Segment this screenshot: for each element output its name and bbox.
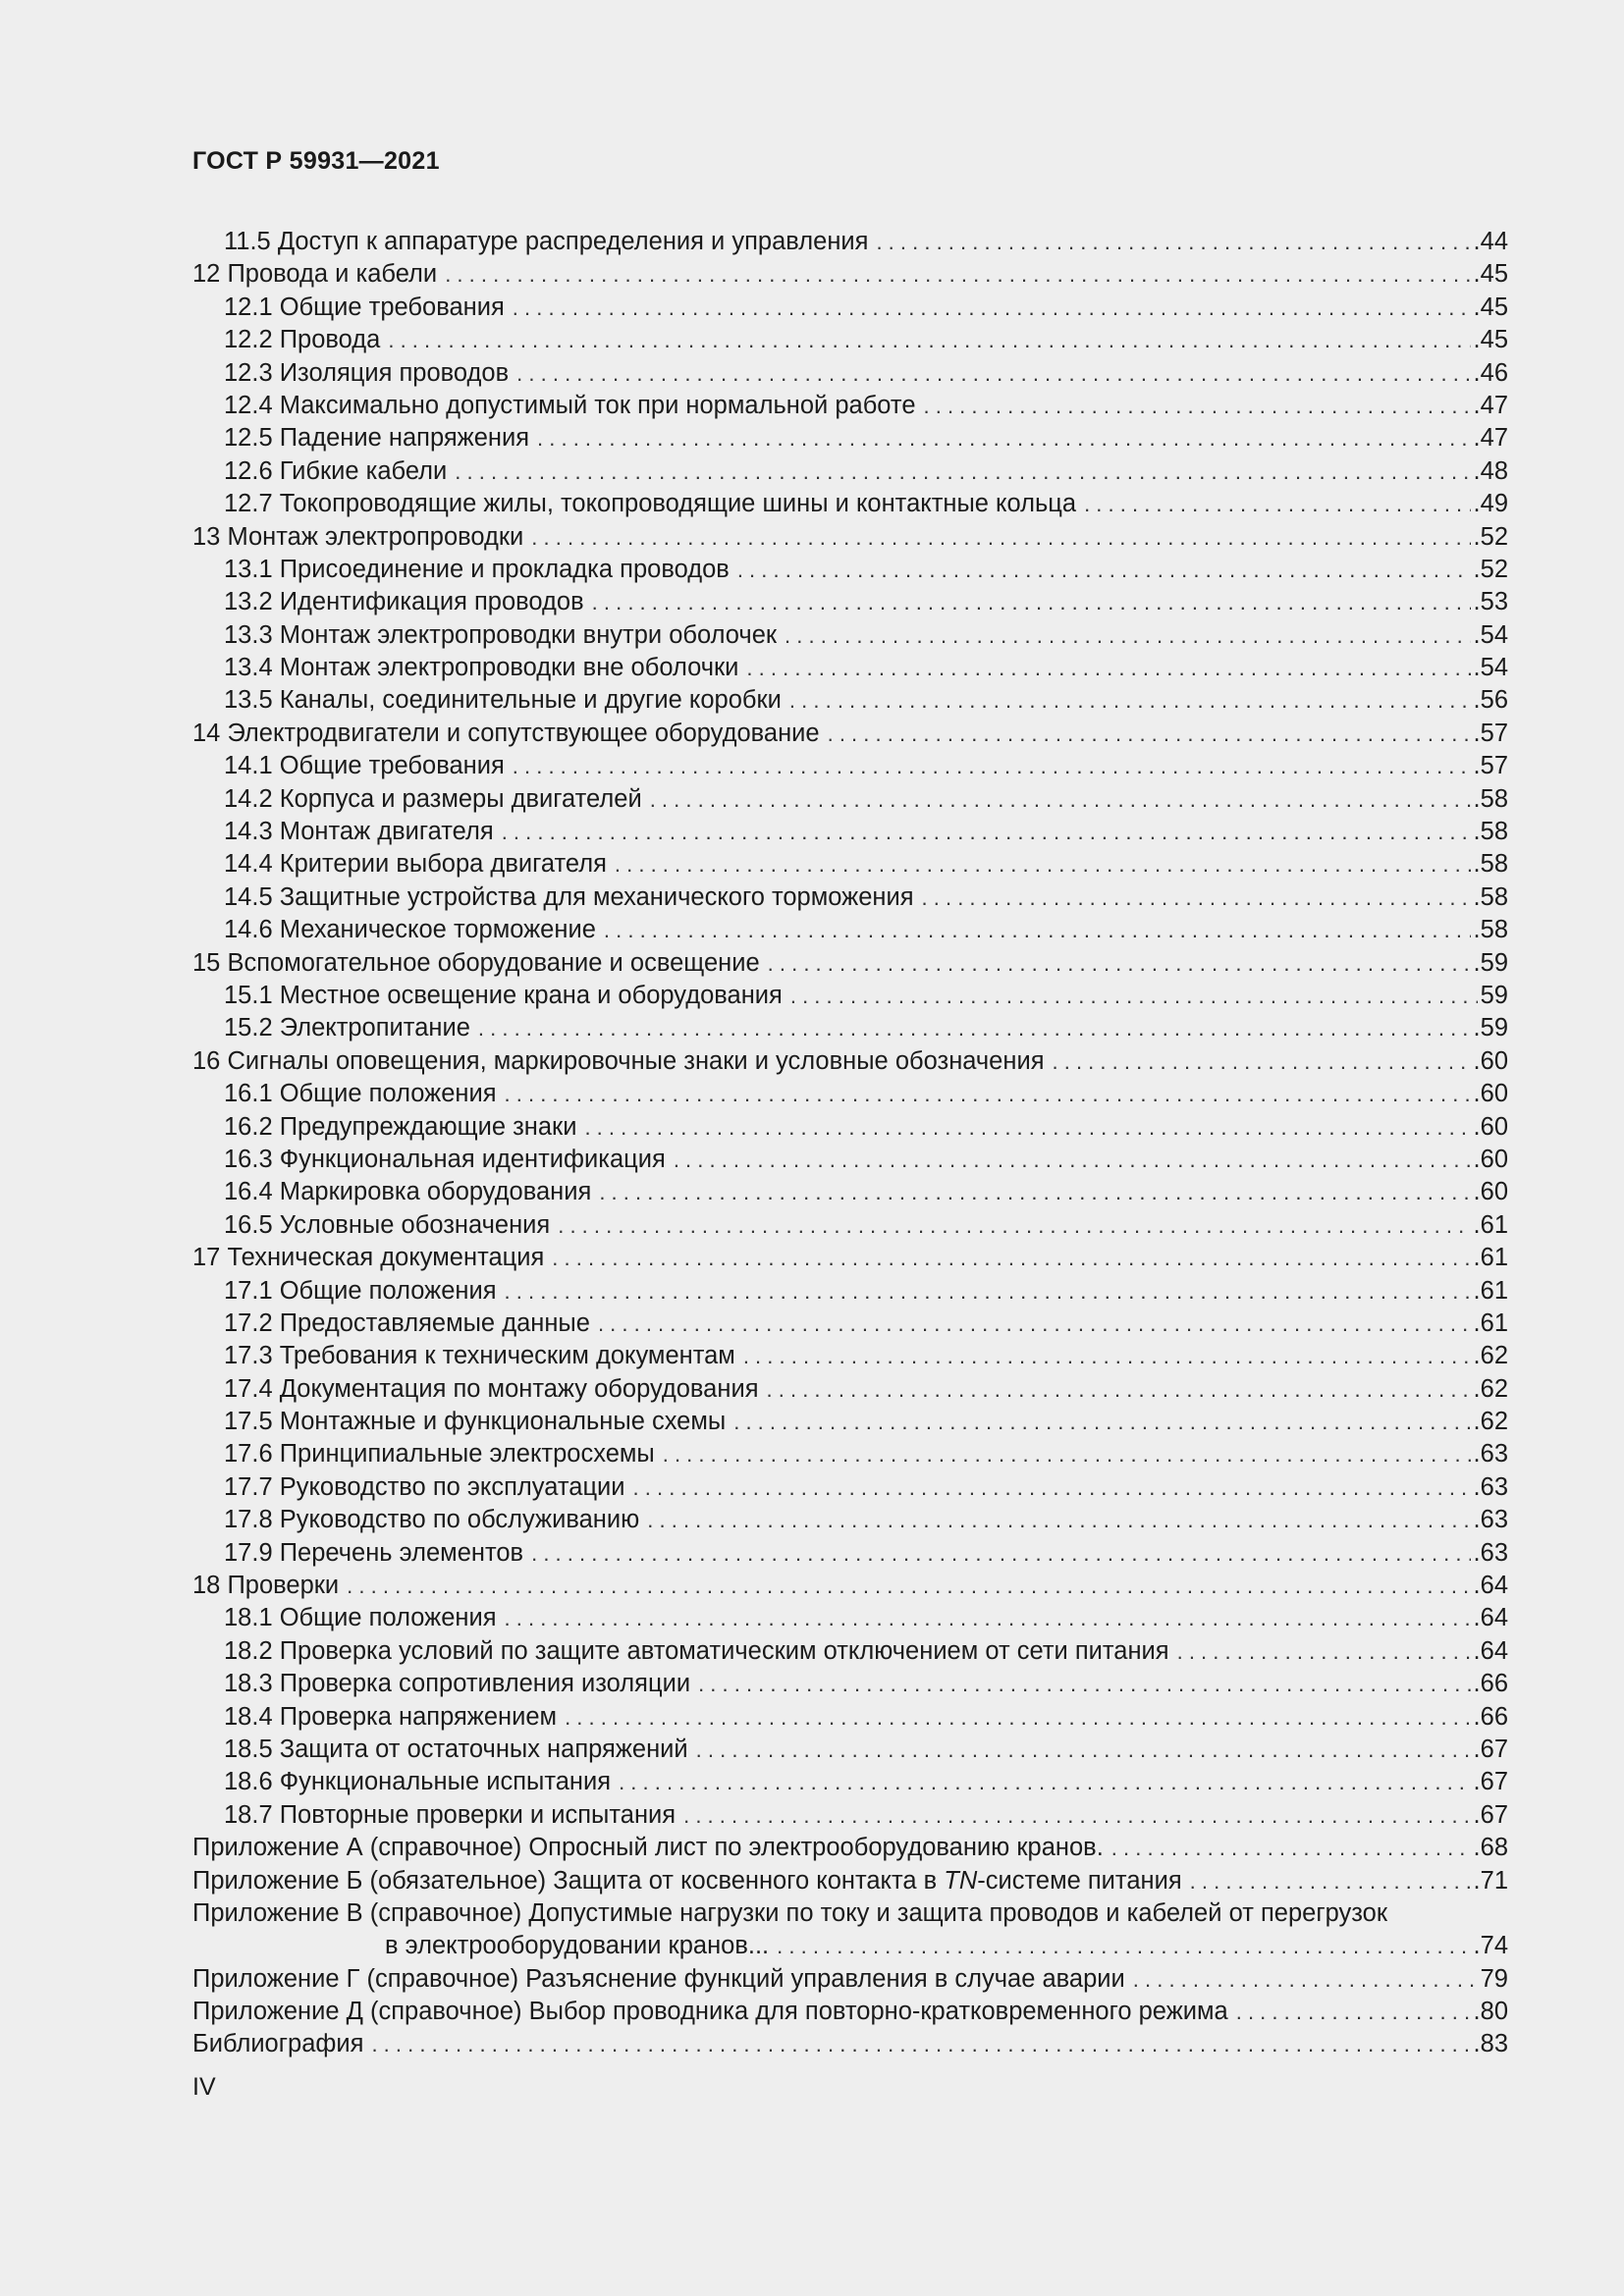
toc-entry[interactable] <box>192 1537 1508 1570</box>
toc-entry-title: 12.2 Провода <box>224 326 381 354</box>
toc-entry[interactable] <box>192 1897 1508 1930</box>
toc-entry[interactable] <box>192 1078 1508 1110</box>
toc-entry-page: .74 <box>1473 1932 1508 1960</box>
toc-entry-title: 18.3 Проверка сопротивления изоляции <box>224 1670 691 1698</box>
toc-entry[interactable] <box>192 1340 1508 1372</box>
toc-entry-title: 18.5 Защита от остаточных напряжений <box>224 1735 688 1763</box>
toc-leader-dots <box>633 1471 1471 1504</box>
toc-leader-dots <box>777 1930 1470 1962</box>
toc-leader-dots <box>1190 1865 1471 1897</box>
toc-entry-page: .63 <box>1473 1538 1508 1567</box>
toc-leader-dots <box>516 357 1470 390</box>
toc-entry[interactable] <box>192 488 1508 520</box>
toc-leader-dots <box>698 1668 1470 1700</box>
toc-entry-title: 14 Электродвигатели и сопутствующее оборудование <box>192 719 820 747</box>
toc-leader-dots <box>1111 1832 1471 1864</box>
toc-entry[interactable] <box>192 1996 1508 2028</box>
toc-leader-dots <box>663 1438 1471 1470</box>
toc-entry-title: Приложение А (справочное) Опросный лист по электрооборудованию кранов. <box>192 1834 1104 1862</box>
toc-entry-page: .60 <box>1473 1145 1508 1173</box>
toc-leader-dots <box>371 2028 1470 2060</box>
toc-entry-page: 59 <box>1480 981 1508 1009</box>
toc-entry-title: 12.7 Токопроводящие жилы, токопроводящие шины и контактные кольца <box>224 490 1077 518</box>
toc-entry-title: Приложение Д (справочное) Выбор проводника для повторно-кратковременного режима <box>192 1998 1228 2026</box>
toc-entry-page: .67 <box>1473 1800 1508 1829</box>
toc-entry-page: .62 <box>1473 1342 1508 1370</box>
toc-leader-dots <box>388 324 1470 356</box>
toc-entry-page: .52 <box>1473 522 1508 551</box>
toc-entry[interactable] <box>192 1570 1508 1602</box>
toc-entry-title: 15 Вспомогательное оборудование и освещение <box>192 948 760 977</box>
toc-entry-page: .54 <box>1473 620 1508 649</box>
toc-entry[interactable] <box>192 1242 1508 1274</box>
toc-entry-page: .58 <box>1473 784 1508 813</box>
toc-entry[interactable] <box>192 1701 1508 1734</box>
toc-entry[interactable] <box>192 390 1508 422</box>
toc-entry-page: .64 <box>1473 1572 1508 1600</box>
toc-leader-dots <box>513 292 1471 324</box>
toc-entry-title: 17.5 Монтажные и функциональные схемы <box>224 1408 727 1436</box>
toc-entry-page: .61 <box>1473 1276 1508 1305</box>
toc-entry-page: .59 <box>1473 1014 1508 1042</box>
toc-entry-title: 15.2 Электропитание <box>224 1014 470 1042</box>
toc-leader-dots <box>505 1078 1471 1110</box>
page-number: IV <box>192 2073 216 2101</box>
toc-leader-dots <box>674 1144 1471 1176</box>
toc-entry[interactable] <box>192 1963 1508 1996</box>
toc-entry-page: .58 <box>1473 916 1508 944</box>
toc-entry[interactable] <box>192 455 1508 488</box>
toc-entry-title: в электрооборудовании кранов... <box>385 1932 770 1960</box>
toc-leader-dots <box>592 586 1471 618</box>
toc-entry-title: 17.9 Перечень элементов <box>224 1538 524 1567</box>
toc-leader-dots <box>1133 1963 1478 1996</box>
toc-entry-page: .66 <box>1473 1702 1508 1731</box>
toc-leader-dots <box>445 258 1470 291</box>
toc-entry[interactable] <box>192 1373 1508 1406</box>
toc-entry-title: 18.7 Повторные проверки и испытания <box>224 1800 677 1829</box>
toc-entry-title: Приложение Г (справочное) Разъяснение функций управления в случае аварии <box>192 1964 1125 1993</box>
toc-entry[interactable] <box>192 1471 1508 1504</box>
toc-entry-title: 12 Провода и кабели <box>192 260 438 289</box>
toc-leader-dots <box>743 1340 1471 1372</box>
toc-entry-page: .56 <box>1473 686 1508 715</box>
table-of-contents <box>192 226 1508 2061</box>
toc-leader-dots <box>584 1111 1470 1144</box>
toc-leader-dots <box>505 1602 1471 1634</box>
toc-entry[interactable] <box>192 718 1508 750</box>
toc-entry-page: .58 <box>1473 882 1508 911</box>
toc-entry[interactable] <box>192 292 1508 324</box>
toc-entry-title: 13.1 Присоединение и прокладка проводов <box>224 555 730 583</box>
toc-entry-page: .62 <box>1473 1408 1508 1436</box>
toc-entry-page: .46 <box>1473 358 1508 387</box>
toc-entry-title: 13.3 Монтаж электропроводки внутри оболочек <box>224 620 778 649</box>
toc-entry[interactable] <box>192 848 1508 881</box>
toc-leader-dots <box>455 455 1470 488</box>
toc-leader-dots <box>1053 1045 1471 1078</box>
toc-leader-dots <box>505 1275 1471 1308</box>
toc-entry-title: 16.1 Общие положения <box>224 1080 497 1108</box>
toc-entry[interactable] <box>192 226 1508 258</box>
document-header: ГОСТ Р 59931—2021 <box>192 147 440 175</box>
toc-leader-dots <box>615 848 1471 881</box>
toc-entry-page: .66 <box>1473 1670 1508 1698</box>
toc-entry-page: .49 <box>1473 490 1508 518</box>
toc-entry[interactable] <box>192 1832 1508 1864</box>
toc-leader-dots <box>768 947 1471 980</box>
toc-leader-dots <box>558 1209 1470 1242</box>
toc-entry-title: 16 Сигналы оповещения, маркировочные знаки и условные обозначения <box>192 1046 1045 1075</box>
toc-leader-dots <box>647 1504 1470 1536</box>
toc-entry[interactable] <box>192 1438 1508 1470</box>
toc-entry-page: .59 <box>1473 948 1508 977</box>
toc-entry[interactable] <box>192 1144 1508 1176</box>
toc-entry-title: 14.1 Общие требования <box>224 752 505 780</box>
toc-entry-page: .57 <box>1473 719 1508 747</box>
toc-entry[interactable] <box>192 1635 1508 1668</box>
toc-entry-title: 17 Техническая документация <box>192 1244 545 1272</box>
toc-entry[interactable] <box>192 324 1508 356</box>
toc-leader-dots <box>531 521 1470 554</box>
toc-entry[interactable] <box>192 1668 1508 1700</box>
toc-entry-page: .80 <box>1473 1998 1508 2026</box>
toc-entry-title: 16.4 Маркировка оборудования <box>224 1178 592 1206</box>
toc-leader-dots <box>650 783 1471 816</box>
toc-entry-title: 14.2 Корпуса и размеры двигателей <box>224 784 642 813</box>
toc-entry-page: .68 <box>1473 1834 1508 1862</box>
toc-leader-dots <box>599 1176 1470 1208</box>
toc-leader-dots <box>785 619 1471 652</box>
toc-entry[interactable] <box>192 1176 1508 1208</box>
toc-leader-dots <box>1177 1635 1471 1668</box>
toc-leader-dots <box>1236 1996 1471 2028</box>
toc-entry-title: 15.1 Местное освещение крана и оборудования <box>224 981 783 1009</box>
toc-entry[interactable] <box>192 1275 1508 1308</box>
toc-entry-title: Приложение В (справочное) Допустимые нагрузки по току и защита проводов и кабелей от перегрузок <box>192 1898 1388 1927</box>
toc-entry-page: .64 <box>1473 1604 1508 1632</box>
toc-entry-page: .62 <box>1473 1374 1508 1403</box>
toc-entry-title: 12.1 Общие требования <box>224 293 505 321</box>
toc-entry-title: 16.2 Предупреждающие знаки <box>224 1112 577 1141</box>
toc-entry-page: .47 <box>1473 424 1508 453</box>
toc-leader-dots <box>604 914 1471 946</box>
toc-entry[interactable] <box>192 357 1508 390</box>
toc-leader-dots <box>552 1242 1470 1274</box>
toc-leader-dots <box>922 881 1471 914</box>
toc-entry[interactable] <box>192 1012 1508 1044</box>
toc-entry-page: .57 <box>1473 752 1508 780</box>
toc-entry-title: 17.1 Общие положения <box>224 1276 497 1305</box>
toc-entry[interactable] <box>192 1766 1508 1798</box>
toc-entry-page: .47 <box>1473 391 1508 419</box>
toc-entry-title: 18 Проверки <box>192 1572 340 1600</box>
toc-leader-dots <box>531 1537 1470 1570</box>
toc-entry-page: .60 <box>1473 1080 1508 1108</box>
toc-entry-title: Библиография <box>192 2030 364 2058</box>
toc-entry[interactable] <box>192 1602 1508 1634</box>
toc-entry-title: 17.3 Требования к техническим документам <box>224 1342 735 1370</box>
toc-entry-page: .71 <box>1473 1866 1508 1895</box>
toc-entry-page: .63 <box>1473 1472 1508 1501</box>
toc-entry-title: 12.5 Падение напряжения <box>224 424 530 453</box>
toc-entry-title: 16.3 Функциональная идентификация <box>224 1145 666 1173</box>
toc-entry[interactable] <box>192 554 1508 586</box>
toc-entry[interactable] <box>192 1308 1508 1340</box>
toc-entry[interactable] <box>192 816 1508 848</box>
toc-leader-dots <box>478 1012 1471 1044</box>
toc-entry-title: 14.6 Механическое торможение <box>224 916 596 944</box>
toc-leader-dots <box>924 390 1471 422</box>
toc-leader-dots <box>746 652 1470 684</box>
toc-entry-page: .48 <box>1473 456 1508 485</box>
toc-entry-title: 17.8 Руководство по обслуживанию <box>224 1506 640 1534</box>
toc-leader-dots <box>683 1799 1470 1832</box>
toc-entry-page: .45 <box>1473 326 1508 354</box>
toc-entry-title: 12.3 Изоляция проводов <box>224 358 510 387</box>
toc-entry-page: .60 <box>1473 1178 1508 1206</box>
toc-entry[interactable] <box>192 980 1508 1012</box>
toc-entry-page: .61 <box>1473 1210 1508 1239</box>
toc-entry[interactable] <box>192 1045 1508 1078</box>
toc-entry[interactable] <box>192 2028 1508 2060</box>
toc-leader-dots <box>565 1701 1470 1734</box>
toc-entry[interactable] <box>192 1209 1508 1242</box>
toc-entry[interactable] <box>192 586 1508 618</box>
toc-entry-page: .45 <box>1473 293 1508 321</box>
toc-entry-page: .63 <box>1473 1506 1508 1534</box>
toc-leader-dots <box>347 1570 1470 1602</box>
toc-entry[interactable] <box>192 783 1508 816</box>
toc-entry[interactable] <box>192 881 1508 914</box>
toc-leader-dots <box>767 1373 1471 1406</box>
toc-entry-page: .54 <box>1473 654 1508 682</box>
toc-entry[interactable] <box>192 1406 1508 1438</box>
toc-entry-title: 17.4 Документация по монтажу оборудования <box>224 1374 759 1403</box>
toc-leader-dots <box>876 226 1470 258</box>
toc-entry-page: .64 <box>1473 1636 1508 1665</box>
toc-entry[interactable] <box>192 1504 1508 1536</box>
toc-leader-dots <box>619 1766 1470 1798</box>
toc-leader-dots <box>598 1308 1471 1340</box>
toc-entry-title: 16.5 Условные обозначения <box>224 1210 551 1239</box>
toc-leader-dots <box>790 980 1478 1012</box>
toc-entry-page: .83 <box>1473 2030 1508 2058</box>
toc-entry-title: 14.4 Критерии выбора двигателя <box>224 850 607 879</box>
toc-entry-title: 14.5 Защитные устройства для механического торможения <box>224 882 914 911</box>
toc-entry-page: .58 <box>1473 850 1508 879</box>
toc-leader-dots <box>828 718 1471 750</box>
toc-entry-page: .67 <box>1473 1735 1508 1763</box>
toc-entry-title: 18.2 Проверка условий по защите автоматическим отключением от сети питания <box>224 1636 1169 1665</box>
toc-entry-page: .67 <box>1473 1768 1508 1796</box>
toc-entry-title: 18.4 Проверка напряжением <box>224 1702 558 1731</box>
toc-entry-title: 17.7 Руководство по эксплуатации <box>224 1472 625 1501</box>
toc-entry-page: .58 <box>1473 818 1508 846</box>
toc-entry-page: .61 <box>1473 1244 1508 1272</box>
toc-entry[interactable] <box>192 652 1508 684</box>
toc-entry[interactable] <box>192 1734 1508 1766</box>
toc-entry-title: 13.4 Монтаж электропроводки вне оболочки <box>224 654 739 682</box>
toc-leader-dots <box>733 1406 1470 1438</box>
toc-entry[interactable] <box>192 750 1508 782</box>
toc-entry-title: 17.2 Предоставляемые данные <box>224 1308 590 1337</box>
toc-entry-title: 11.5 Доступ к аппаратуре распределения и управления <box>224 228 869 255</box>
toc-entry-title: 13.2 Идентификация проводов <box>224 588 584 616</box>
toc-leader-dots <box>502 816 1471 848</box>
toc-entry-page: .63 <box>1473 1440 1508 1468</box>
toc-entry-page: 79 <box>1480 1964 1508 1993</box>
toc-entry-title: 17.6 Принципиальные электросхемы <box>224 1440 655 1468</box>
toc-entry-title: 18.1 Общие положения <box>224 1604 497 1632</box>
toc-leader-dots <box>537 422 1471 454</box>
toc-entry-page: .44 <box>1473 228 1508 255</box>
toc-entry[interactable] <box>192 914 1508 946</box>
toc-entry[interactable] <box>192 1930 1508 1962</box>
toc-entry[interactable] <box>192 1111 1508 1144</box>
toc-leader-dots <box>737 554 1471 586</box>
toc-entry[interactable] <box>192 258 1508 291</box>
toc-entry[interactable] <box>192 1865 1508 1897</box>
toc-entry[interactable] <box>192 684 1508 717</box>
toc-entry[interactable] <box>192 521 1508 554</box>
toc-leader-dots <box>513 750 1471 782</box>
toc-entry-page: .52 <box>1473 555 1508 583</box>
toc-entry-title: 12.6 Гибкие кабели <box>224 456 448 485</box>
toc-entry-title: 12.4 Максимально допустимый ток при нормальной работе <box>224 391 916 419</box>
toc-entry-page: .60 <box>1473 1112 1508 1141</box>
toc-entry-title: Приложение Б (обязательное) Защита от косвенного контакта в TN-системе питания <box>192 1866 1182 1895</box>
toc-entry-title: 18.6 Функциональные испытания <box>224 1768 612 1796</box>
toc-leader-dots <box>1084 488 1470 520</box>
toc-entry[interactable] <box>192 1799 1508 1832</box>
toc-entry-title: 13.5 Каналы, соединительные и другие коробки <box>224 686 782 715</box>
toc-entry-page: .53 <box>1473 588 1508 616</box>
toc-entry-page: .60 <box>1473 1046 1508 1075</box>
toc-entry-page: .45 <box>1473 260 1508 289</box>
toc-entry[interactable] <box>192 619 1508 652</box>
toc-entry-title: 13 Монтаж электропроводки <box>192 522 524 551</box>
toc-entry[interactable] <box>192 422 1508 454</box>
toc-leader-dots <box>696 1734 1471 1766</box>
toc-entry[interactable] <box>192 947 1508 980</box>
toc-entry-title: 14.3 Монтаж двигателя <box>224 818 494 846</box>
toc-leader-dots <box>789 684 1471 717</box>
toc-entry-page: .61 <box>1473 1308 1508 1337</box>
